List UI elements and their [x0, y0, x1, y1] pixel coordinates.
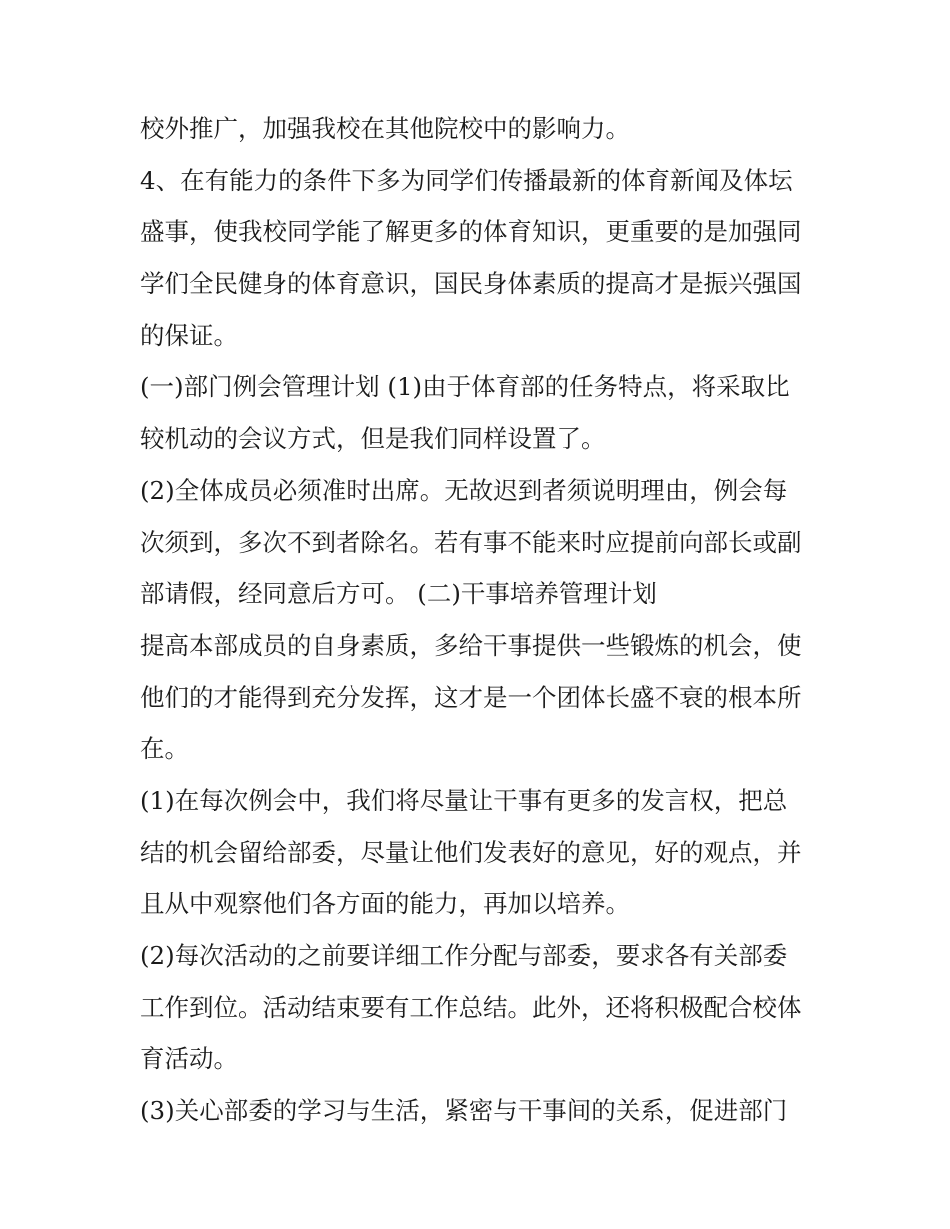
- text-line: 提高本部成员的自身素质，多给干事提供一些锻炼的机会，使: [140, 630, 802, 660]
- text-line: 学们全民健身的体育意识，国民身体素质的提高才是振兴强国: [140, 269, 802, 299]
- text-line: 较机动的会议方式，但是我们同样设置了。: [140, 424, 606, 454]
- text-line: 校外推广，加强我校在其他院校中的影响力。: [140, 114, 630, 143]
- body-text: [140, 103, 820, 1137]
- text-line: 在。: [140, 734, 189, 764]
- text-line: 结的机会留给部委，尽量让他们发表好的意见，好的观点，并: [140, 837, 802, 867]
- text-line: 他们的才能得到充分发挥，这才是一个团体长盛不衰的根本所: [140, 682, 802, 712]
- text-line: 育活动。: [140, 1044, 238, 1074]
- text-line: 的保证。: [140, 320, 238, 350]
- text-line: 工作到位。活动结束要有工作总结。此外，还将积极配合校体: [140, 992, 802, 1022]
- text-line: 次须到，多次不到者除名。若有事不能来时应提前向部长或副: [140, 527, 802, 557]
- text-line: 部请假，经同意后方可。 (二)干事培养管理计划: [140, 579, 657, 609]
- text-line: (2)每次活动的之前要详细工作分配与部委，要求各有关部委: [140, 941, 788, 970]
- text-line: 4、在有能力的条件下多为同学们传播最新的体育新闻及体坛: [140, 165, 793, 195]
- text-line: (2)全体成员必须准时出席。无故迟到者须说明理由，例会每: [140, 475, 788, 505]
- text-line: (3)关心部委的学习与生活，紧密与干事间的关系，促进部门: [140, 1096, 788, 1126]
- text-line: (一)部门例会管理计划 (1)由于体育部的任务特点，将采取比: [140, 372, 790, 402]
- text-line: (1)在每次例会中，我们将尽量让干事有更多的发言权，把总: [140, 785, 788, 815]
- text-line: 且从中观察他们各方面的能力，再加以培养。: [140, 889, 630, 919]
- text-line: 盛事，使我校同学能了解更多的体育知识，更重要的是加强同: [140, 217, 802, 247]
